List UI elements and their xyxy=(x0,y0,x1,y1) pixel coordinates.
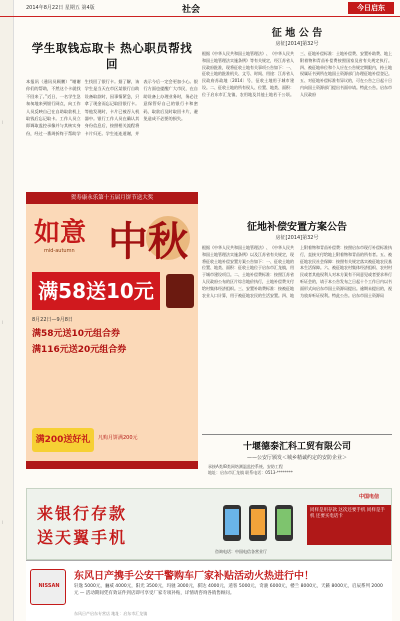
ad-footer-band xyxy=(26,461,198,469)
page-side-margin xyxy=(0,0,14,621)
bank-ad-line-2: 送天翼手机 xyxy=(37,528,128,547)
bank-ad-footer: 咨询电话：中国电信各营业厅 xyxy=(215,549,267,554)
telecom-logo: 中国电信 xyxy=(358,494,379,500)
car-ad-title: 东风日产携手公安干警购车厂家补贴活动火热进行中！ xyxy=(74,571,314,582)
land-notice xyxy=(202,24,392,199)
ad-discount-banner: 满58送10元 xyxy=(32,272,160,310)
ad-big-title: 中秋 xyxy=(108,218,188,265)
ad-promo-1: 满58元送10元组合券 xyxy=(32,329,121,339)
company-info-line: 地址：启东市汇龙镇 联系电话：0513-******** xyxy=(208,470,293,475)
nissan-logo-icon xyxy=(30,569,66,605)
car-ad-footer: 东风日产启东专营店 地址：启东市汇龙镇 xyxy=(74,611,148,616)
bank-ad-slogan: 同样是用存款 这次还要手机 同样是手机 还要买电话卡 xyxy=(307,505,391,545)
company-info xyxy=(202,464,392,476)
bank-ad-line-1: 来银行存款 xyxy=(37,504,128,523)
company-ad xyxy=(202,434,392,484)
company-info-line: 承接A类/B类网络测温监控系统、安防工程 xyxy=(208,464,283,469)
mooncake-ad xyxy=(26,192,198,469)
section-title: 社会 xyxy=(182,5,201,15)
phone-icon xyxy=(215,503,299,543)
article-body: 本报讯（通讯员顾鹏）“谢谢你们的帮助，不然这个卡就找不回来了。”近日，一名学生急匆匆地来到银行网点，向工作人员反映自己在自助取款机上取钱后忘记取卡。工作人员立即调取监控录像并与其核实身份，经过一番周折终于帮助学生找回了银行卡。据了解，该学生是当天在市区某银行自助设备取款时，因事情紧急，只拿了现金而忘记取回银行卡。等他发现时，卡片已被吞入机器中。银行工作人员在确认其身份信息后，按照相关流程将卡片归还。学生连连道谢，并表示今后一定会更加小心。银行方面也提醒广大市民，在自助设备上办理业务时，务必注意保管好自己的银行卡和密码，取款后及时取回卡片，避免造成不必要的损失。 xyxy=(26,79,198,136)
ad-dates: 8月22日—9月8日 xyxy=(32,317,73,323)
ad-subtitle: mid-autumn xyxy=(44,248,75,254)
ad-top-band: 贺寿康永乐第十五届月饼节送大奖 xyxy=(26,192,198,204)
gift-box-icon xyxy=(166,274,194,308)
article-title: 学生取钱忘取卡 热心职员帮找回 xyxy=(31,41,193,71)
notice-title: 征 地 公 告 xyxy=(271,28,323,39)
ad-promo-2: 满116元送20元组合券 xyxy=(32,345,127,355)
page-header xyxy=(0,0,400,17)
notice-body: 根据《中华人民共和国土地管理法》、《中华人民共和国土地管理法实施条例》等有关规定，经江苏省人民政府批准，现将征收土地有关事项公告如下：一、征收土地的批准机关、文号、时间、用途：江苏省人民政府苏政地〔2014〕号，征收土地用于城市建设。二、征收土地的所有权人、位置、地类、面积：位于启东市汇龙镇，农用地及其他土地若干公顷。三、征地补偿标准：土地补偿费、安置补助费、地上附着物和青苗补偿费按照国家及省有关规定执行。四、被征地单位和个人应在公告规定期限内，持土地权属证书到所在地国土资源部门办理征地补偿登记。五、对征地补偿标准有异议的，可在公告之日起十日内向国土资源部门提出书面申请。特此公告。启东市人民政府 xyxy=(202,51,392,97)
ad-tag-note: 凡购月饼满200元 xyxy=(98,435,138,441)
notice-title: 征地补偿安置方案公告 xyxy=(247,222,347,233)
notice-body: 根据《中华人民共和国土地管理法》、《中华人民共和国土地管理法实施条例》以及江苏省有关规定，现将征收土地补偿安置方案公告如下：一、征收土地的位置、地类、面积：征收土地位于启东市汇龙镇，用于城市建设项目。二、土地补偿费标准：按照江苏省人民政府公布的区片综合地价执行，土地补偿费支付给村集体经济组织。三、安置补助费标准：按被征地农业人口计算，用于被征地农民的生活安置。四、地上附着物和青苗补偿费：按照启东市现行补偿标准执行，直接支付给地上附着物和青苗的所有者。五、被征地农民社会保障：按照有关规定落实被征地农民基本生活保障。六、被征地农村集体经济组织、农村村民或者其他权利人对本方案有不同意见或者要求举行听证会的，请于本公告发布之日起十个工作日内以书面形式向启东市国土资源局提出。逾期未提出的，视为放弃听证权利。特此公告。启东市国土资源局 xyxy=(202,245,392,298)
company-slogan: ——公安厅颁发＜城乡精诚约定的安防企业＞ xyxy=(246,455,347,461)
margin-mark: | xyxy=(2,320,4,324)
notice-number: 房征[2014]第32号 xyxy=(275,41,319,47)
ad-gift-tag: 满200送好礼 xyxy=(32,428,94,452)
notice-number: 房征[2014]第32号 xyxy=(275,235,319,241)
margin-mark: | xyxy=(2,120,4,124)
compensation-notice xyxy=(202,218,392,457)
bank-ad xyxy=(26,488,392,560)
margin-mark: | xyxy=(2,520,4,524)
company-name: 十堰德泰汇科工贸有限公司 xyxy=(242,442,351,452)
ad-script-text: 如意 xyxy=(34,218,87,248)
newspaper-logo: 今日启东 xyxy=(348,2,394,14)
car-logo-text: NISSAN xyxy=(38,583,60,589)
car-ad-detail: 轩逸 5000元，骊威 4000元，阳光 3500元，玛驰 3000元，骐达 4000元，逍客 5000元，奇骏 6000元，楼兰 8000元，天籁 8000元，启辰系列 2000元 — 活动期间凭有效证件到店即可享受厂家专项补贴，详情请咨询各销售顾问。 xyxy=(74,584,383,596)
car-ad xyxy=(26,560,392,621)
issue-date: 2014年8月22日 星期五 第4版 xyxy=(26,5,95,11)
